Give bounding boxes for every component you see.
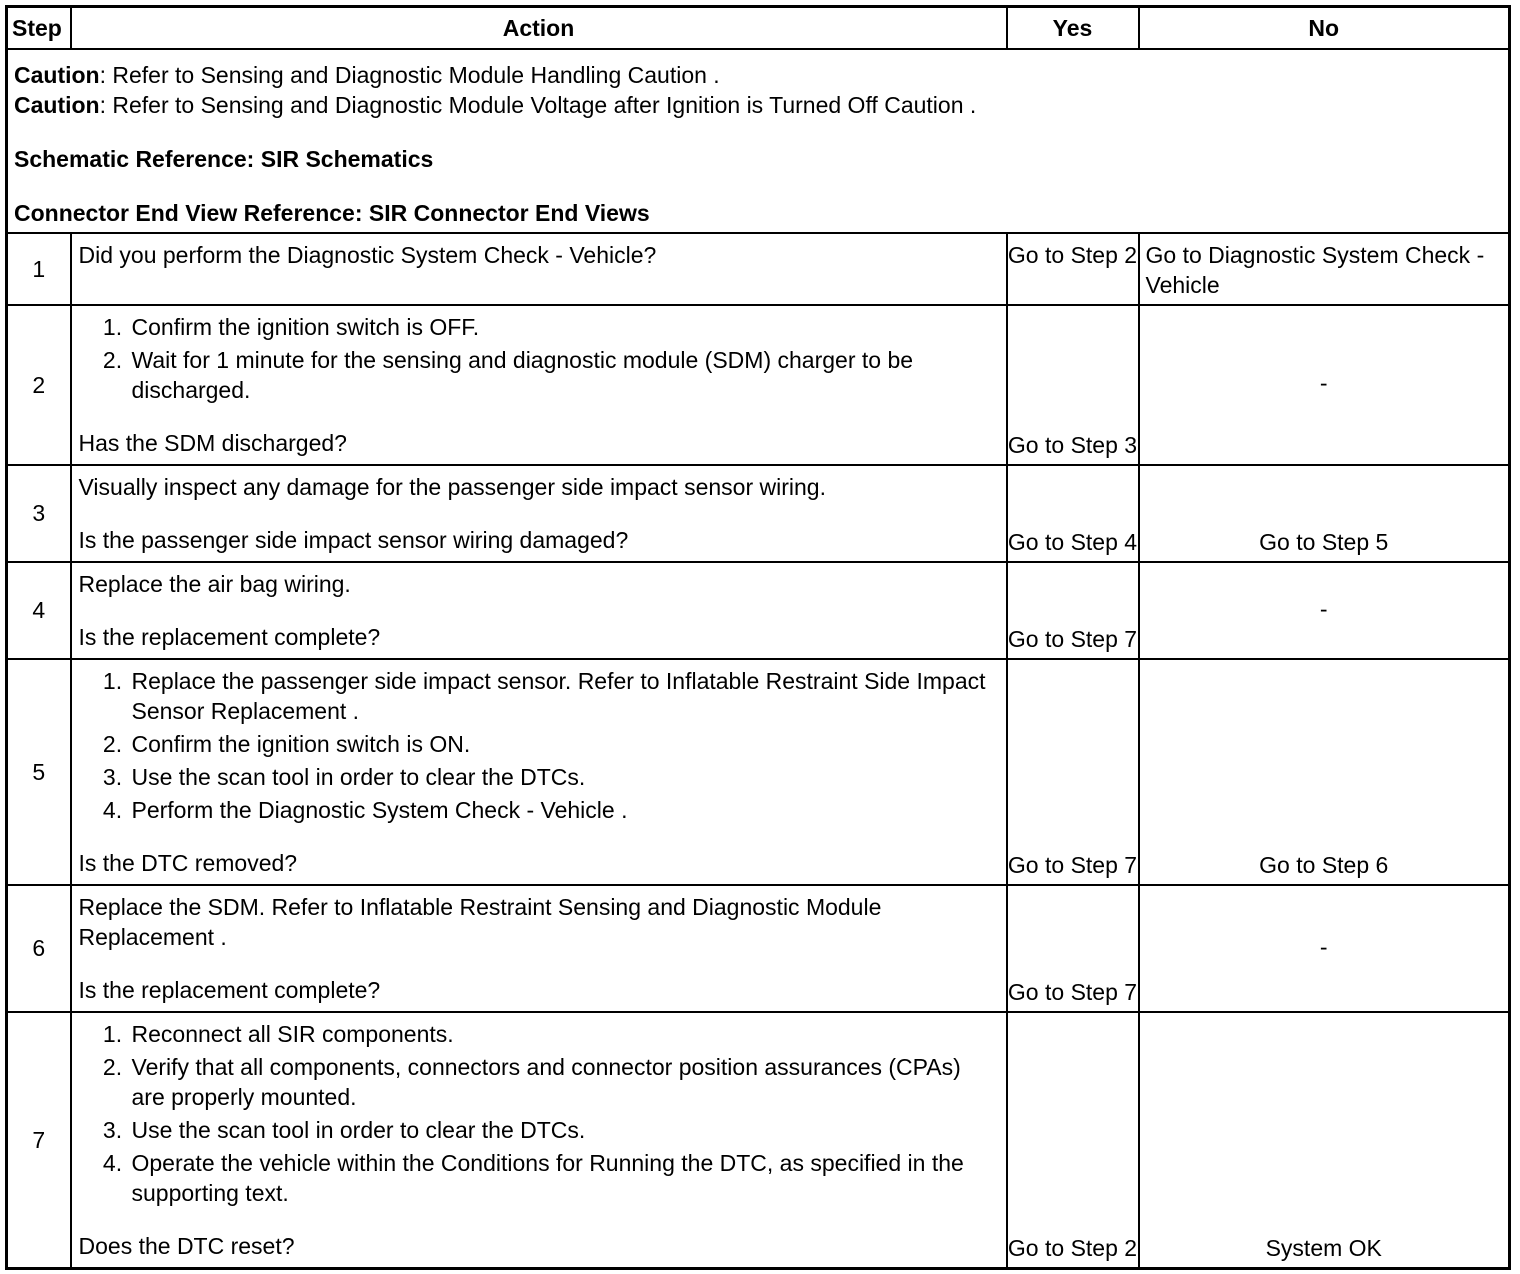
table-row [7, 233, 1510, 305]
caution-block [7, 49, 1510, 233]
step-question: Is the DTC removed? [78, 850, 298, 876]
list-item: 2. Verify that all components, connectors and connector position assurances (CPAs) are properly mounted. [129, 1052, 1000, 1112]
schematic-reference: Schematic Reference: SIR Schematics [14, 146, 434, 172]
caution-line-1 [14, 60, 1502, 90]
step-yes: Go to Step 2 [1007, 1012, 1139, 1269]
step-action [71, 465, 1007, 562]
step-text: Replace the SDM. Refer to Inflatable Restraint Sensing and Diagnostic Module Replacement . [78, 894, 882, 950]
step-question: Does the DTC reset? [78, 1233, 295, 1259]
header-row [7, 7, 1510, 50]
list-item: 4. Perform the Diagnostic System Check - Vehicle . [129, 795, 1000, 825]
step-question: Is the replacement complete? [78, 624, 381, 650]
caution-line-2 [14, 90, 1502, 120]
caution-label: Caution [14, 92, 100, 118]
caution-text: : Refer to Sensing and Diagnostic Module Handling Caution . [99, 62, 720, 88]
connector-reference: Connector End View Reference: SIR Connector End Views [14, 200, 650, 226]
step-number: 3 [7, 465, 71, 562]
caution-row [7, 49, 1510, 233]
step-yes: Go to Step 7 [1007, 885, 1139, 1012]
header-yes: Yes [1007, 7, 1139, 50]
step-question: Is the passenger side impact sensor wiring damaged? [78, 527, 629, 553]
table-row [7, 659, 1510, 885]
step-text: Replace the air bag wiring. [78, 571, 351, 597]
step-action [71, 659, 1007, 885]
step-no: Go to Diagnostic System Check - Vehicle [1139, 233, 1510, 305]
diagnostic-table [5, 5, 1511, 1270]
list-item: 2. Confirm the ignition switch is ON. [129, 729, 1000, 759]
step-action [71, 562, 1007, 659]
step-question: Did you perform the Diagnostic System Check - Vehicle? [78, 242, 657, 268]
list-item: 1. Replace the passenger side impact sensor. Refer to Inflatable Restraint Side Impact Sensor Replacement . [129, 666, 1000, 726]
table-row [7, 1012, 1510, 1269]
step-list [79, 312, 1000, 405]
step-no: Go to Step 5 [1139, 465, 1510, 562]
step-list [79, 1019, 1000, 1208]
step-number: 2 [7, 305, 71, 465]
step-number: 7 [7, 1012, 71, 1269]
step-no: - [1139, 562, 1510, 659]
step-list [79, 666, 1000, 825]
step-number: 6 [7, 885, 71, 1012]
step-number: 5 [7, 659, 71, 885]
step-action [71, 1012, 1007, 1269]
caution-label: Caution [14, 62, 100, 88]
list-item: 3. Use the scan tool in order to clear the DTCs. [129, 1115, 1000, 1145]
step-yes: Go to Step 4 [1007, 465, 1139, 562]
header-action: Action [71, 7, 1007, 50]
step-no: - [1139, 305, 1510, 465]
step-no: Go to Step 6 [1139, 659, 1510, 885]
step-number: 1 [7, 233, 71, 305]
step-number: 4 [7, 562, 71, 659]
list-item: 4. Operate the vehicle within the Conditions for Running the DTC, as specified in the supporting text. [129, 1148, 1000, 1208]
step-action [71, 885, 1007, 1012]
step-no: - [1139, 885, 1510, 1012]
table-row [7, 465, 1510, 562]
header-no: No [1139, 7, 1510, 50]
list-item: 2. Wait for 1 minute for the sensing and diagnostic module (SDM) charger to be discharged. [129, 345, 1000, 405]
step-yes: Go to Step 7 [1007, 659, 1139, 885]
table-row [7, 305, 1510, 465]
list-item: 1. Reconnect all SIR components. [129, 1019, 1000, 1049]
step-no: System OK [1139, 1012, 1510, 1269]
step-yes: Go to Step 3 [1007, 305, 1139, 465]
table-row [7, 885, 1510, 1012]
caution-text: : Refer to Sensing and Diagnostic Module Voltage after Ignition is Turned Off Caution . [99, 92, 977, 118]
table-row [7, 562, 1510, 659]
header-step: Step [7, 7, 71, 50]
step-yes: Go to Step 7 [1007, 562, 1139, 659]
step-text: Visually inspect any damage for the passenger side impact sensor wiring. [78, 474, 826, 500]
step-action [71, 305, 1007, 465]
list-item: 1. Confirm the ignition switch is OFF. [129, 312, 1000, 342]
step-question: Has the SDM discharged? [78, 430, 347, 456]
step-action [71, 233, 1007, 305]
list-item: 3. Use the scan tool in order to clear the DTCs. [129, 762, 1000, 792]
step-question: Is the replacement complete? [78, 977, 381, 1003]
step-yes: Go to Step 2 [1007, 233, 1139, 305]
